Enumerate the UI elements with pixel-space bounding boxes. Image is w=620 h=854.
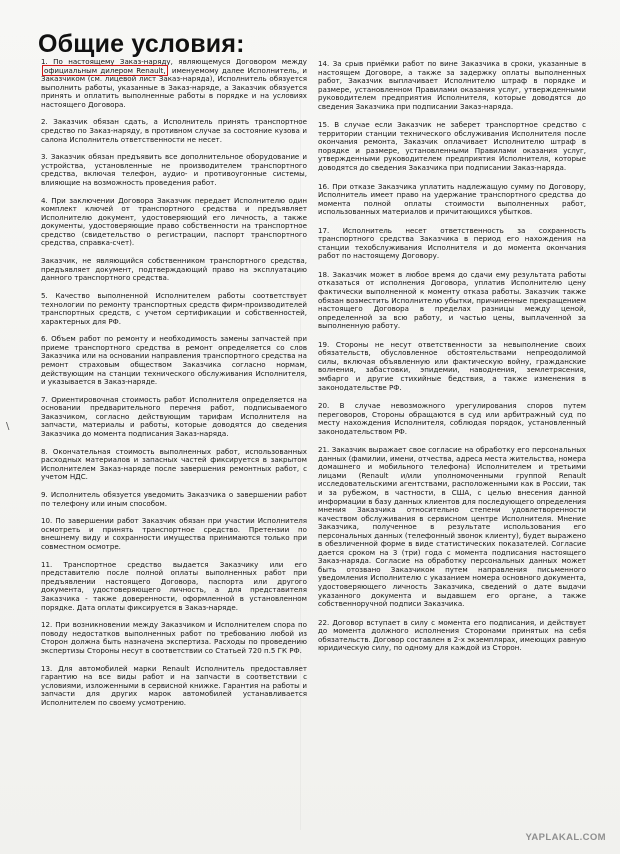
clause-10: 10. По завершении работ Заказчик обязан при участии Исполнителя осмотреть и принять транспортное средство. Претензии по внешнему виду и сохранности имущества принимаются только при совместном осмотре. bbox=[41, 516, 307, 552]
right-column bbox=[318, 60, 586, 663]
clause-1 bbox=[41, 58, 307, 109]
clause-22: 22. Договор вступает в силу с момента его подписания, и действует до момента должного исполнения Сторонами принятых на себя обязательств. Договор составлен в 2-х экземплярах, имеющих равную юридическую силу, по одному для каждой из Сторон. bbox=[318, 617, 586, 653]
watermark-text: YAPLAKAL.COM bbox=[525, 832, 606, 843]
clause-1-start: 1. По настоящему Заказ-наряду, являющемуся Договором между bbox=[41, 57, 307, 66]
clause-6: 6. Объем работ по ремонту и необходимость замены запчастей при приеме транспортного средства в ремонт определяется со слов Заказчика или на основании направления транспортного средства на ремонт страховым обществом Заказчика согласно нормам, действующим на станции технического обслуживания Исполнителя, и указывается в Заказ-наряде. bbox=[41, 334, 307, 387]
clause-19: 19. Стороны не несут ответственности за невыполнение своих обязательств, обусловленное обстоятельствами непреодолимой силы, включая объявленную или фактическую войну, гражданские волнения, забастовки, эпидемии, наводнения, землетрясения, эмбарго и другие стихийные бедствия, а также изменения в законодательстве РФ. bbox=[318, 339, 586, 392]
clause-17: 17. Исполнитель несет ответственность за сохранность транспортного средства Заказчика в период его нахождения на станции техобслуживания Исполнителя и до момента окончания работ по настоящему Договору. bbox=[318, 225, 586, 261]
clause-4: 4. При заключении Договора Заказчик передает Исполнителю один комплект ключей от транспортного средства и предъявляет Исполнителю документ, удостоверяющий его личность, а также документы, удостоверяющие право собственности на транспортное средство (свидетельство о регистрации, паспорт транспортного средства, справка-счет). bbox=[41, 195, 307, 248]
clause-9: 9. Исполнитель обязуется уведомить Заказчика о завершении работ по телефону или иным способом. bbox=[41, 490, 307, 508]
clause-2: 2. Заказчик обязан сдать, а Исполнитель принять транспортное средство по Заказ-наряду, в противном случае за состояние кузова и салона Исполнитель ответственности не несет. bbox=[41, 117, 307, 144]
clause-21: 21. Заказчик выражает свое согласие на обработку его персональных данных (фамилии, имени, отчества, адреса места жительства, номера домашнего и мобильного телефона) Исполнителем и третьими лицами (Renault и/или уполномоченными группой Renault исследовательскими агентствами, расположенными как в России, так и за рубежом, в частности, в США, с целью внесения данной информации в базу данных клиентов для последующего определения мнения Заказчика относительно степени удовлетворенности качеством обслуживания в сервисном центре Исполнителя. Мнение Заказчика, полученное в результате использования его персональных данных (телефонный звонок клиенту), будет выражено в обезличенной форме в виде статистических показателей. Согласие дается сроком на 3 (три) года с момента подписания настоящего Заказ-наряда. Согласие на обработку персональных данных может быть отозвано Заказчиком путем направления письменного уведомления Исполнителю с указанием номера основного документа, удостоверяющего личность Заказчика, сведений о дате выдачи указанного документа и выдавшем его органе, а также собственноручной подписи Заказчика. bbox=[318, 445, 586, 609]
clause-4-note: Заказчик, не являющийся собственником транспортного средства, предъявляет документ, подтверждающий право на эксплуатацию данного транспортного средства. bbox=[41, 256, 307, 283]
left-column bbox=[41, 58, 307, 717]
clause-18: 18. Заказчик может в любое время до сдачи ему результата работы отказаться от исполнения Договора, уплатив Исполнителю цену фактически выполненной к моменту отказа работы. Заказчик также обязан возместить Исполнителю убытки, причиненные прекращением настоящего Договора в пределах разницы между ценой, определенной за всю работу, и частью цены, выплаченной за выполненную работу. bbox=[318, 269, 586, 331]
clause-15: 15. В случае если Заказчик не заберет транспортное средство с территории станции технического обслуживания Исполнителя после окончания ремонта, Заказчик оплачивает Исполнителю штраф в порядке и размере, установленными Правилами оказания услуг, утвержденными руководителем предприятия Исполнителя, которые доводятся до сведения Заказчика при подписании Заказ-наряда. bbox=[318, 120, 586, 173]
clause-20: 20. В случае невозможного урегулирования споров путем переговоров, Стороны обращаются в суд или арбитражный суд по месту нахождения Исполнителя, соблюдая порядок, установленный законодательством РФ. bbox=[318, 401, 586, 436]
clause-5: 5. Качество выполненной Исполнителем работы соответствует технологии по ремонту транспортных средств фирм-производителей транспортных средств, с учетом сертификации и собственностей, характерных для РФ. bbox=[41, 290, 307, 326]
page-title: Общие условия: bbox=[38, 30, 245, 58]
clause-14: 14. За срыв приёмки работ по вине Заказчика в сроки, указанные в настоящем Договоре, а также за задержку оплаты выполненных работ, Заказчик выплачивает Исполнителю штраф в порядке и размере, установленном Правилами оказания услуг, утвержденными руководителем предприятия Исполнителя, которые доводятся до сведения Заказчика при подписании Заказ-наряда. bbox=[318, 59, 586, 111]
clause-3: 3. Заказчик обязан предъявить все дополнительное оборудование и устройства, установленные не производителем транспортного средства, включая телефон, аудио- и противоугонные системы, влияющие на возможность проведения работ. bbox=[41, 152, 307, 187]
clause-7: 7. Ориентировочная стоимость работ Исполнителя определяется на основании предварительного перечня работ, подписываемого Заказчиком, согласно действующим тарифам Исполнителя на запчасти, материалы и работы, которые доводятся до сведения Заказчика до момента подписания Заказ-наряда. bbox=[41, 394, 307, 438]
clause-1-end: именуемому далее Исполнитель, и Заказчиком (см. лицевой лист Заказ-наряда), Исполнитель обязуется выполнить работы, указанные в Заказ-наряде, а Заказчик обязуется принять и оплатить выполненные работы в порядке и на условиях настоящего Договора. bbox=[41, 65, 307, 109]
clause-8: 8. Окончательная стоимость выполненных работ, использованных расходных материалов и запасных частей фиксируется в закрытом Исполнителем Заказ-наряде после завершения ремонтных работ, с учетом НДС. bbox=[41, 446, 307, 482]
clause-13: 13. Для автомобилей марки Renault Исполнитель предоставляет гарантию на все виды работ и на запчасти в соответствии с условиями, изложенными в сервисной книжке. Гарантия на работы и запчасти для других марок автомобилей устанавливается Исполнителем по своему усмотрению. bbox=[41, 663, 307, 707]
clause-16: 16. При отказе Заказчика уплатить надлежащую сумму по Договору, Исполнитель имеет право на удержание транспортного средства до момента полной оплаты стоимости выполненных работ, использованных материалов и причитающихся убытков. bbox=[318, 181, 586, 217]
margin-mark: \ bbox=[6, 421, 10, 432]
highlighted-dealer-phrase: официальным дилером Renault, bbox=[44, 65, 166, 75]
clause-11: 11. Транспортное средство выдается Заказчику или его представителю после полной оплаты выполненных работ при предъявлении настоящего Договора, паспорта или другого документа, удостоверяющего личность, а для представителя Заказчика - также доверенности, оформленной в установленном порядке. Дата оплаты фиксируется в Заказ-наряде. bbox=[41, 559, 307, 612]
clause-12: 12. При возникновении между Заказчиком и Исполнителем спора по поводу недостатков выполненных работ по требованию любой из Сторон должна быть назначена экспертиза. Расходы по проведению экспертизы Стороны несут в соответствии со Статьей 720 п.5 ГК РФ. bbox=[41, 620, 307, 655]
